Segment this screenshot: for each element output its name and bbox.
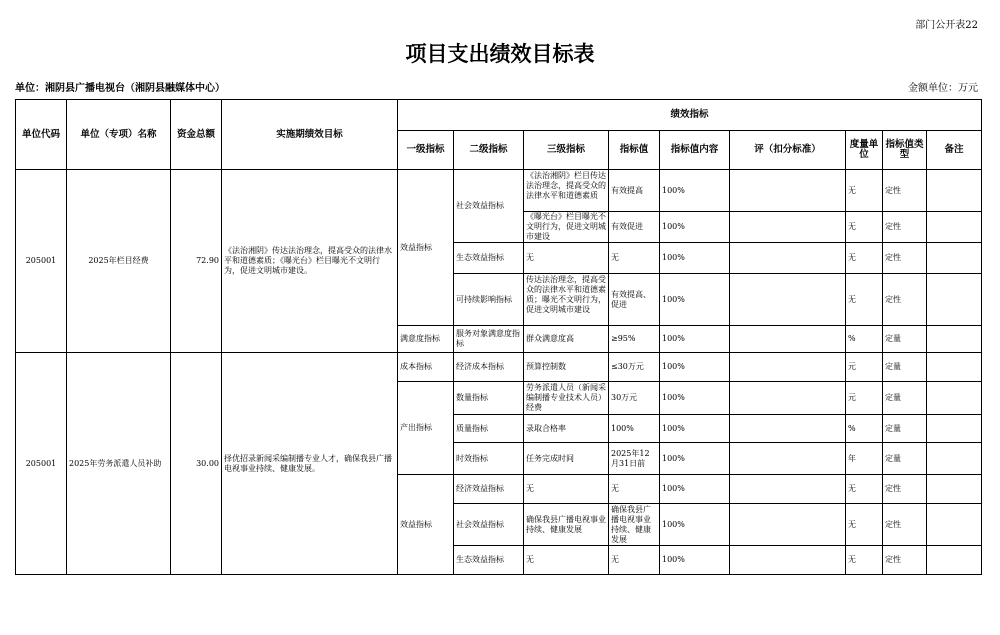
remark-cell [927, 353, 982, 382]
value-content-cell: 100% [660, 382, 730, 415]
value-content-cell: 100% [660, 415, 730, 443]
project-name-cell: 2025年劳务派遣人员补助 [67, 353, 171, 575]
level2-cell: 生态效益指标 [454, 546, 524, 575]
header-level1: 一级指标 [398, 131, 454, 170]
measure-unit-cell: 无 [846, 170, 883, 212]
level1-cell: 效益指标 [398, 170, 454, 326]
measure-unit-cell: 年 [846, 443, 883, 475]
level2-cell: 经济效益指标 [454, 475, 524, 504]
scoring-cell [730, 546, 846, 575]
measure-unit-cell: % [846, 415, 883, 443]
unit-code-cell: 205001 [16, 170, 67, 353]
value-content-cell: 100% [660, 546, 730, 575]
scoring-cell [730, 475, 846, 504]
level2-cell: 数量指标 [454, 382, 524, 415]
header-level2: 二级指标 [454, 131, 524, 170]
level3-cell: 劳务派遣人员（新闻采编制播专业技术人员）经费 [526, 382, 606, 412]
level2-cell: 社会效益指标 [454, 504, 524, 546]
scoring-cell [730, 415, 846, 443]
header-value-content: 指标值内容 [660, 131, 730, 170]
measure-unit-cell: 无 [846, 212, 883, 243]
table-row [16, 353, 982, 382]
performance-table [15, 99, 982, 575]
remark-cell [927, 415, 982, 443]
table-number-label: 部门公开表22 [915, 20, 978, 31]
remark-cell [927, 546, 982, 575]
amount-cell: 72.90 [171, 170, 222, 353]
table-row [16, 170, 982, 212]
scoring-cell [730, 443, 846, 475]
level2-cell: 社会效益指标 [454, 170, 524, 243]
level2-cell: 时效指标 [454, 443, 524, 475]
level1-cell: 满意度指标 [398, 326, 454, 353]
value-content-cell: 100% [660, 353, 730, 382]
level3-cell: 传达法治理念，提高受众的法律水平和道德素质；曝光不文明行为，促进文明城市建设 [526, 274, 606, 314]
value-type-cell: 定量 [883, 415, 927, 443]
header-measure-unit: 度量单位 [846, 131, 883, 170]
project-name-cell: 2025年栏目经费 [67, 170, 171, 353]
remark-cell [927, 243, 982, 274]
level2-cell: 质量指标 [454, 415, 524, 443]
value-content-cell: 100% [660, 170, 730, 212]
value-type-cell: 定性 [883, 546, 927, 575]
value-content-cell: 100% [660, 274, 730, 326]
header-level3: 三级指标 [524, 131, 609, 170]
money-unit-label: 金额单位：万元 [908, 83, 978, 94]
indicator-value-cell: 有效提高、促进 [611, 289, 651, 309]
remark-cell [927, 504, 982, 546]
value-type-cell: 定量 [883, 382, 927, 415]
measure-unit-cell: 无 [846, 504, 883, 546]
indicator-value-cell: 无 [609, 243, 660, 274]
scoring-cell [730, 382, 846, 415]
value-content-cell: 100% [660, 326, 730, 353]
unit-code-cell: 205001 [16, 353, 67, 575]
scoring-cell [730, 274, 846, 326]
header-scoring-standard: 评（扣分标准） [730, 131, 846, 170]
amount-cell: 30.00 [171, 353, 222, 575]
level3-cell: 《法治湘阴》栏目传达法治理念，提高受众的法律水平和道德素质 [526, 170, 606, 200]
indicator-value-cell: 有效提高 [611, 185, 643, 195]
value-content-cell: 100% [660, 243, 730, 274]
level1-cell: 产出指标 [398, 382, 454, 475]
scoring-cell [730, 170, 846, 212]
remark-cell [927, 326, 982, 353]
header-performance-goal: 实施期绩效目标 [222, 100, 398, 170]
level1-cell: 效益指标 [398, 475, 454, 575]
value-type-cell: 定性 [883, 170, 927, 212]
indicator-value-cell: 30万元 [609, 382, 660, 415]
indicator-value-cell: ≤30万元 [609, 353, 660, 382]
remark-cell [927, 274, 982, 326]
unit-label: 单位：湘阴县广播电视台（湘阴县融媒体中心） [15, 83, 225, 94]
value-type-cell: 定性 [883, 475, 927, 504]
indicator-value-cell: 无 [609, 475, 660, 504]
scoring-cell [730, 504, 846, 546]
level3-cell: 无 [524, 243, 609, 274]
scoring-cell [730, 326, 846, 353]
indicator-value-cell: 2025年12月31日前 [611, 448, 650, 468]
level2-cell: 可持续影响指标 [454, 274, 524, 326]
measure-unit-cell: 无 [846, 475, 883, 504]
level2-cell: 生态效益指标 [454, 243, 524, 274]
goal-cell: 择优招录新闻采编制播专业人才，确保我县广播电视事业持续、健康发展。 [222, 353, 398, 575]
remark-cell [927, 475, 982, 504]
level3-cell: 无 [524, 546, 609, 575]
indicator-value-cell: 有效促进 [611, 222, 643, 231]
level2-cell: 服务对象满意度指标 [456, 329, 520, 348]
page-title: 项目支出绩效目标表 [405, 42, 595, 66]
header-total-funds: 资金总额 [171, 100, 222, 170]
scoring-cell [730, 243, 846, 274]
header-performance-indicators: 绩效指标 [398, 100, 982, 131]
remark-cell [927, 212, 982, 243]
header-unit-code: 单位代码 [16, 100, 67, 170]
header-indicator-value: 指标值 [609, 131, 660, 170]
goal-cell: 《法治湘阴》传达法治理念，提高受众的法律水平和道德素质；《曝光台》栏目曝光不文明行为，促进文明城市建设。 [222, 170, 398, 353]
value-type-cell: 定量 [883, 443, 927, 475]
indicator-value-cell: 无 [609, 546, 660, 575]
remark-cell [927, 170, 982, 212]
value-type-cell: 定性 [883, 274, 927, 326]
scoring-cell [730, 212, 846, 243]
remark-cell [927, 443, 982, 475]
level3-cell: 无 [524, 475, 609, 504]
measure-unit-cell: % [846, 326, 883, 353]
remark-cell [927, 382, 982, 415]
indicator-value-cell: 100% [609, 415, 660, 443]
value-type-cell: 定量 [883, 353, 927, 382]
level3-cell: 群众满意度高 [524, 326, 609, 353]
measure-unit-cell: 元 [846, 382, 883, 415]
value-content-cell: 100% [660, 443, 730, 475]
value-type-cell: 定性 [883, 243, 927, 274]
indicator-value-cell: ≥95% [609, 326, 660, 353]
value-content-cell: 100% [660, 504, 730, 546]
value-type-cell: 定性 [883, 212, 927, 243]
level1-cell: 成本指标 [398, 353, 454, 382]
level3-cell: 任务完成时间 [524, 443, 609, 475]
level2-cell: 经济成本指标 [454, 353, 524, 382]
measure-unit-cell: 无 [846, 546, 883, 575]
header-value-type: 指标值类型 [883, 131, 927, 170]
indicator-value-cell: 确保我县广播电视事业持续、健康发展 [611, 504, 651, 544]
value-type-cell: 定性 [883, 504, 927, 546]
measure-unit-cell: 无 [846, 274, 883, 326]
measure-unit-cell: 无 [846, 243, 883, 274]
value-content-cell: 100% [660, 212, 730, 243]
header-remark: 备注 [927, 131, 982, 170]
level3-cell: 预算控制数 [524, 353, 609, 382]
value-type-cell: 定量 [883, 326, 927, 353]
measure-unit-cell: 元 [846, 353, 883, 382]
level3-cell: 确保我县广播电视事业持续、健康发展 [526, 514, 606, 534]
header-project-name: 单位（专项）名称 [67, 100, 171, 170]
scoring-cell [730, 353, 846, 382]
value-content-cell: 100% [660, 475, 730, 504]
level3-cell: 《曝光台》栏目曝光不文明行为，促进文明城市建设 [526, 212, 606, 241]
level3-cell: 录取合格率 [524, 415, 609, 443]
